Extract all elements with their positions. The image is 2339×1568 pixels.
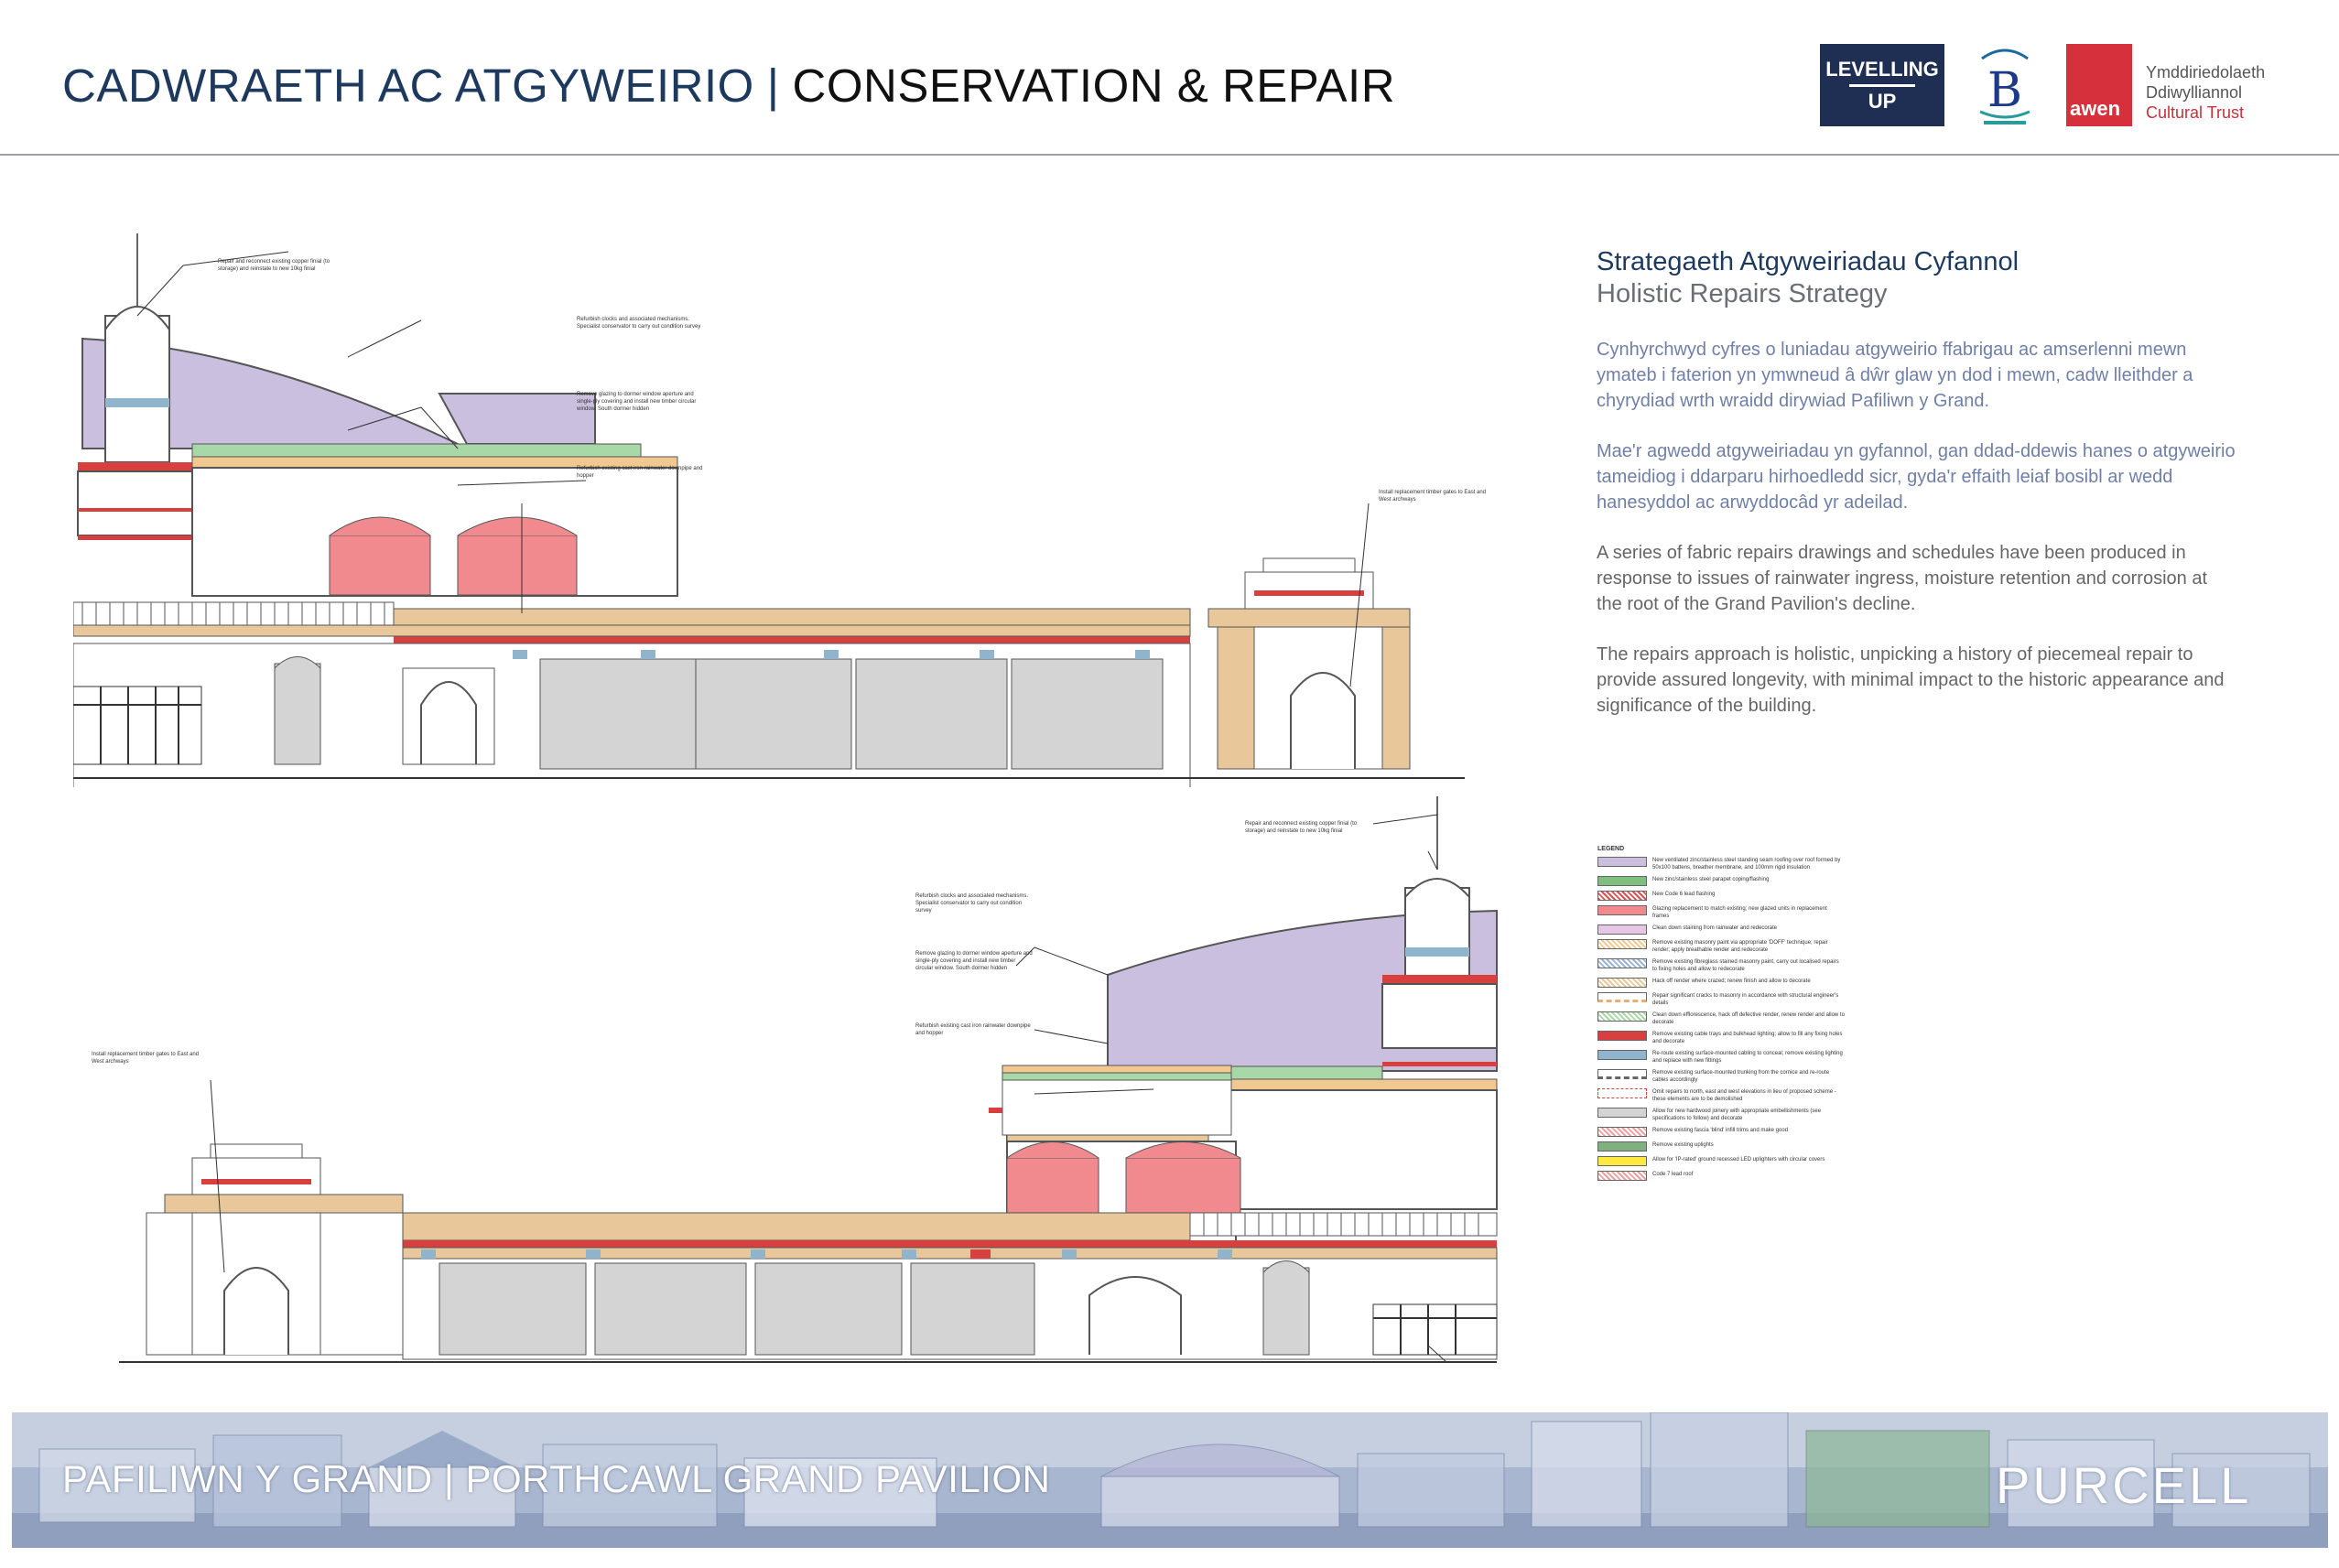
legend-swatch: [1597, 939, 1647, 949]
legend-item: [1597, 857, 1845, 871]
legend-label: Repair significant cracks to masonry in accordance with structural engineer's details: [1652, 993, 1839, 1006]
footer-title: PAFILIWN Y GRAND | PORTHCAWL GRAND PAVILION: [62, 1457, 1051, 1500]
legend-swatch: [1597, 876, 1647, 886]
arched-window-north-left: [1007, 1158, 1099, 1217]
legend-swatch: [1597, 925, 1647, 935]
legend-title: LEGEND: [1597, 846, 1625, 852]
annotation-bottom-2: Refurbish clocks and associated mechanisms. Specialist conservator to carry out condition survey: [915, 893, 1029, 914]
clock-tower: [105, 316, 169, 462]
legend-item: [1597, 1156, 1845, 1166]
title-english: CONSERVATION & REPAIR: [792, 59, 1396, 112]
legend-label: Remove existing fascia 'blind' infill trims and make good: [1652, 1128, 1789, 1133]
levelling-up-line2: UP: [1868, 89, 1897, 113]
legend-swatch: [1597, 1127, 1647, 1137]
legend-item: [1597, 1141, 1845, 1152]
page-title: [62, 59, 1395, 113]
trust-line-2: Ddiwylliannol: [2146, 83, 2243, 102]
legend-label: Omit repairs to north, east and west elevations in lieu of proposed scheme - these elements are to be demolished: [1652, 1089, 1836, 1102]
legend-swatch: [1597, 1108, 1647, 1118]
levelling-up-logo: [1820, 44, 1944, 126]
legend-label: Glazing replacement to match existing; new glazed units in replacement frames: [1652, 906, 1827, 919]
annotation-bottom-4: Refurbish existing cast iron rainwater downpipe and hopper: [915, 1023, 1031, 1036]
legend-item: [1597, 1031, 1845, 1045]
strategy-paragraph-1-english: A series of fabric repairs drawings and schedules have been produced in response to issues of rainwater ingress, moisture retention and corrosion at the root of the Grand Pavilion's decline.: [1597, 543, 2208, 614]
annotation-bottom-1: Repair and reconnect existing copper finial (to storage) and reinstate to new 10kg finial: [1245, 821, 1358, 834]
glazed-screen-1: [540, 659, 696, 769]
arched-window-right: [458, 535, 577, 595]
annotation-top-2: Refurbish clocks and associated mechanisms. Specialist conservator to carry out condition survey: [577, 317, 701, 330]
annotation-top-4: Refurbish existing cast iron rainwater downpipe and hopper: [577, 466, 703, 479]
glazed-screen-3: [856, 659, 1007, 769]
legend-item: [1597, 1171, 1845, 1181]
legend-swatch: [1597, 1050, 1647, 1060]
legend-label: Remove existing fibreglass stained masonry paint, carry out localised repairs to fixing holes and allow to redecorate: [1652, 959, 1839, 972]
bridgend-wordmark-bar: [1984, 121, 2026, 124]
strategy-paragraph-1-welsh: Cynhyrchwyd cyfres o luniadau atgyweirio ffabrigau ac amserlenni mewn ymateb i faterion yn ymwneud â dŵr glaw yn dod i mewn, cadw lleithder a chyrydiad wrth wraidd dirywiad Pafiliwn y Grand.: [1597, 340, 2193, 411]
legend-swatch: [1597, 1156, 1647, 1166]
strategy-paragraph-2-welsh: Mae'r agwedd atgyweiriadau yn gyfannol, gan ddad-ddewis hanes o atgyweirio tameidiog i ddarparu hirhoedledd sicr, gyda'r effaith leiaf bosibl ar wedd hanesyddol ac arwyddocâd yr adeilad.: [1597, 441, 2236, 513]
legend-label: Remove existing masonry paint via appropriate 'DOFF' technique; repair render; apply breathable render and redecorate: [1652, 940, 1828, 953]
legend-swatch: [1597, 905, 1647, 915]
strategy-paragraph-2-english: The repairs approach is holistic, unpicking a history of piecemeal repair to provide assured longevity, with minimal impact to the historic appearance and significance of the building.: [1597, 644, 2225, 716]
legend-label: Clean down staining from rainwater and redecorate: [1652, 925, 1778, 931]
legend-item: [1597, 1011, 1845, 1026]
legend-label: Clean down efflorescence, hack off defective render, renew render and allow to decorate: [1652, 1012, 1845, 1025]
cultural-trust-wordmark: [2146, 62, 2265, 123]
legend-swatch: [1597, 857, 1647, 867]
legend-swatch: [1597, 1171, 1647, 1181]
legend-item: [1597, 891, 1845, 901]
levelling-up-divider: [1849, 84, 1915, 87]
arched-window-left: [330, 535, 430, 595]
strategy-heading-welsh: Strategaeth Atgyweiriadau Cyfannol: [1597, 247, 2020, 276]
glazed-screen-north-2: [595, 1263, 746, 1355]
annotation-bottom-3: Remove glazing to dormer window aperture and single-ply covering and install new timber circular window. South dormer hidden: [915, 951, 1033, 971]
awen-logo: [2066, 44, 2132, 126]
annotation-top-5: Install replacement timber gates to East and West archways: [1379, 490, 1487, 503]
legend-item: [1597, 1088, 1845, 1103]
bridgend-council-logo: [1973, 40, 2037, 130]
legend-label: Hack off render where crazed; renew finish and allow to decorate: [1652, 979, 1811, 984]
glazed-screen-2: [696, 659, 851, 769]
awen-wordmark: awen: [2070, 97, 2121, 120]
legend-swatch: [1597, 891, 1647, 901]
legend-item: [1597, 978, 1845, 988]
legend-item: [1597, 1069, 1845, 1084]
legend-swatch: [1597, 1141, 1647, 1152]
legend-item: [1597, 876, 1845, 886]
legend-label: New ventilated zinc/stainless steel standing seam roofing over roof formed by 50x100 battens, breather membrane, and 100mm rigid insulation: [1652, 858, 1841, 871]
legend-item: [1597, 905, 1845, 920]
legend-label: New Code 6 lead flashing: [1652, 892, 1716, 897]
legend-swatch: [1597, 1088, 1647, 1098]
trust-line-3: Cultural Trust: [2146, 103, 2245, 122]
glazed-screen-north-3: [755, 1263, 902, 1355]
legend-item: [1597, 1050, 1845, 1065]
strategy-panel: [1597, 247, 2237, 743]
legend-label: New zinc/stainless steel parapet coping/flashing: [1652, 877, 1770, 882]
legend-swatch: [1597, 1069, 1647, 1079]
levelling-up-line1: LEVELLING: [1825, 57, 1939, 81]
purcell-logo: PURCELL: [1996, 1456, 2252, 1514]
legend-item: [1597, 939, 1845, 954]
drawing-legend: [1597, 846, 1845, 1185]
title-welsh: CADWRAETH AC ATGYWEIRIO: [62, 59, 754, 112]
glazed-screen-north-1: [439, 1263, 586, 1355]
trust-line-1: Ymddiriedolaeth: [2146, 63, 2266, 81]
legend-swatch: [1597, 1011, 1647, 1022]
legend-swatch: [1597, 1031, 1647, 1041]
legend-item: [1597, 925, 1845, 935]
legend-swatch: [1597, 978, 1647, 988]
annotation-top-3: Remove glazing to dormer window aperture and single-ply covering and install new timber circular window. South dormer hidden: [577, 392, 697, 412]
bridgend-arc-icon: [1982, 50, 2028, 59]
strategy-heading-english: Holistic Repairs Strategy: [1597, 279, 1888, 308]
legend-label: Code 7 lead roof: [1652, 1172, 1694, 1177]
arched-window-north-right: [1126, 1158, 1240, 1217]
pavilion-end-wing-north: [192, 1158, 320, 1195]
legend-swatch: [1597, 992, 1647, 1002]
annotation-top-1: Repair and reconnect existing copper finial (to storage) and reinstate to new 10kg finial: [218, 259, 330, 272]
elevation-drawing-north: [73, 796, 1501, 1364]
legend-item: [1597, 1127, 1845, 1137]
legend-label: Allow for new hardwood joinery with appropriate embellishments (see specifications to follow) and decorate: [1652, 1108, 1822, 1121]
glazed-screen-north-4: [911, 1263, 1034, 1355]
legend-label: Remove existing cable trays and bulkhead lighting; allow to fill any fixing holes and decorate: [1652, 1032, 1843, 1044]
glazed-screen-4: [1012, 659, 1163, 769]
annotation-bottom-5: Install replacement timber gates to East and West archways: [92, 1052, 200, 1065]
title-separator: |: [766, 59, 780, 112]
legend-label: Allow for 'IP-rated' ground recessed LED uplighters with circular covers: [1652, 1157, 1825, 1162]
legend-item: [1597, 1108, 1845, 1122]
legend-swatch: [1597, 958, 1647, 968]
elevation-drawing-south: [73, 229, 1501, 787]
bridgend-b-icon: B: [1987, 63, 2023, 118]
legend-item: [1597, 958, 1845, 973]
legend-item: [1597, 992, 1845, 1007]
legend-label: Remove existing uplights: [1652, 1142, 1714, 1148]
legend-label: Remove existing surface-mounted trunking from the cornice and re-route cables accordingly: [1652, 1070, 1830, 1083]
legend-label: Re-route existing surface-mounted cabling to conceal; remove existing lighting and replace with new fittings: [1652, 1051, 1843, 1064]
header-bar: [0, 0, 2339, 156]
